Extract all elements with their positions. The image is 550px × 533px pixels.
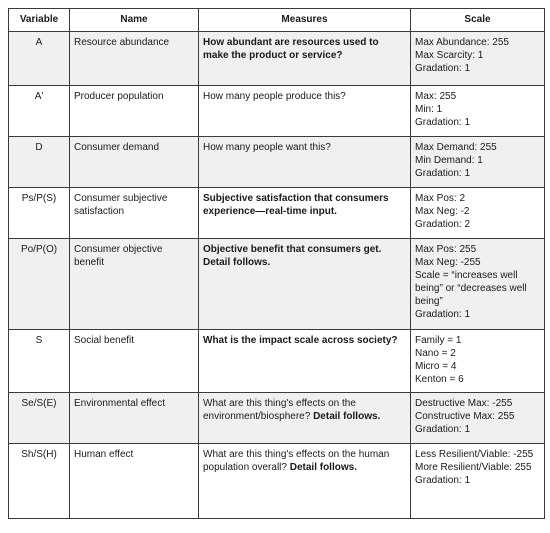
scale-line: Max Pos: 255 bbox=[415, 244, 477, 255]
measure-plain: What are this thing's effects on the human population overall? bbox=[203, 449, 390, 473]
measure-bold: Detail follows. bbox=[289, 462, 357, 473]
cell-variable: A bbox=[9, 32, 70, 86]
cell-variable: Se/S(E) bbox=[9, 393, 70, 444]
scale-line: Max Scarcity: 1 bbox=[415, 50, 484, 61]
scale-line: Less Resilient/Viable: -255 bbox=[415, 449, 534, 460]
scale-line: Kenton = 6 bbox=[415, 374, 464, 385]
table-row bbox=[9, 239, 545, 330]
cell-name: Consumer subjective satisfaction bbox=[70, 188, 199, 239]
cell-variable: A' bbox=[9, 86, 70, 137]
cell-scale bbox=[411, 393, 545, 444]
scale-line: Constructive Max: 255 bbox=[415, 411, 515, 422]
cell-scale bbox=[411, 239, 545, 330]
table-row bbox=[9, 137, 545, 188]
cell-name: Resource abundance bbox=[70, 32, 199, 86]
scale-line: Nano = 2 bbox=[415, 348, 456, 359]
cell-name: Human effect bbox=[70, 444, 199, 519]
cell-variable: Ps/P(S) bbox=[9, 188, 70, 239]
scale-line: Gradation: 1 bbox=[415, 309, 471, 320]
scale-line: Gradation: 2 bbox=[415, 219, 471, 230]
table-container bbox=[8, 8, 545, 519]
header-measures: Measures bbox=[199, 9, 411, 32]
measure-bold: Detail follows. bbox=[313, 411, 381, 422]
scale-line: Max Pos: 2 bbox=[415, 193, 466, 204]
scale-line: Gradation: 1 bbox=[415, 168, 471, 179]
cell-measures bbox=[199, 137, 411, 188]
variables-table bbox=[8, 8, 545, 519]
scale-line: Max Demand: 255 bbox=[415, 142, 497, 153]
scale-line: Min Demand: 1 bbox=[415, 155, 483, 166]
cell-variable: S bbox=[9, 330, 70, 393]
cell-name: Consumer objective benefit bbox=[70, 239, 199, 330]
header-variable: Variable bbox=[9, 9, 70, 32]
cell-variable: Po/P(O) bbox=[9, 239, 70, 330]
table-row bbox=[9, 330, 545, 393]
measure-plain: How many people want this? bbox=[203, 142, 331, 153]
scale-line: Max Neg: -2 bbox=[415, 206, 470, 217]
table-row bbox=[9, 86, 545, 137]
measure-plain: How many people produce this? bbox=[203, 91, 346, 102]
scale-line: Gradation: 1 bbox=[415, 63, 471, 74]
cell-scale bbox=[411, 137, 545, 188]
cell-measures bbox=[199, 188, 411, 239]
measure-bold: Objective benefit that consumers get. Detail follows. bbox=[203, 244, 382, 268]
cell-measures bbox=[199, 32, 411, 86]
scale-line: Max: 255 bbox=[415, 91, 457, 102]
cell-scale bbox=[411, 330, 545, 393]
scale-line: More Resilient/Viable: 255 bbox=[415, 462, 532, 473]
cell-variable: D bbox=[9, 137, 70, 188]
cell-measures bbox=[199, 393, 411, 444]
table-row bbox=[9, 393, 545, 444]
cell-name: Social benefit bbox=[70, 330, 199, 393]
scale-line: Gradation: 1 bbox=[415, 424, 471, 435]
cell-scale bbox=[411, 86, 545, 137]
measure-bold: What is the impact scale across society? bbox=[203, 335, 398, 346]
scale-line: Max Neg: -255 bbox=[415, 257, 481, 268]
table-row bbox=[9, 444, 545, 519]
scale-line: Gradation: 1 bbox=[415, 475, 471, 486]
scale-line: Gradation: 1 bbox=[415, 117, 471, 128]
cell-scale bbox=[411, 32, 545, 86]
scale-line: Destructive Max: -255 bbox=[415, 398, 513, 409]
scale-line: Micro = 4 bbox=[415, 361, 457, 372]
scale-line: Max Abundance: 255 bbox=[415, 37, 509, 48]
header-scale: Scale bbox=[411, 9, 545, 32]
measure-plain: What are this thing's effects on the environment/biosphere? bbox=[203, 398, 356, 422]
cell-variable: Sh/S(H) bbox=[9, 444, 70, 519]
scale-line: Min: 1 bbox=[415, 104, 443, 115]
cell-name: Consumer demand bbox=[70, 137, 199, 188]
header-name: Name bbox=[70, 9, 199, 32]
cell-scale bbox=[411, 188, 545, 239]
cell-name: Environmental effect bbox=[70, 393, 199, 444]
cell-name: Producer population bbox=[70, 86, 199, 137]
table-row bbox=[9, 32, 545, 86]
table-row bbox=[9, 188, 545, 239]
scale-line: Family = 1 bbox=[415, 335, 462, 346]
cell-measures bbox=[199, 239, 411, 330]
measure-bold: Subjective satisfaction that consumers experience—real-time input. bbox=[203, 193, 389, 217]
cell-scale bbox=[411, 444, 545, 519]
header-row bbox=[9, 9, 545, 32]
cell-measures bbox=[199, 330, 411, 393]
scale-line: Scale = “increases well being” or “decreases well being” bbox=[415, 270, 527, 307]
cell-measures bbox=[199, 86, 411, 137]
measure-bold: How abundant are resources used to make the product or service? bbox=[203, 37, 379, 61]
cell-measures bbox=[199, 444, 411, 519]
